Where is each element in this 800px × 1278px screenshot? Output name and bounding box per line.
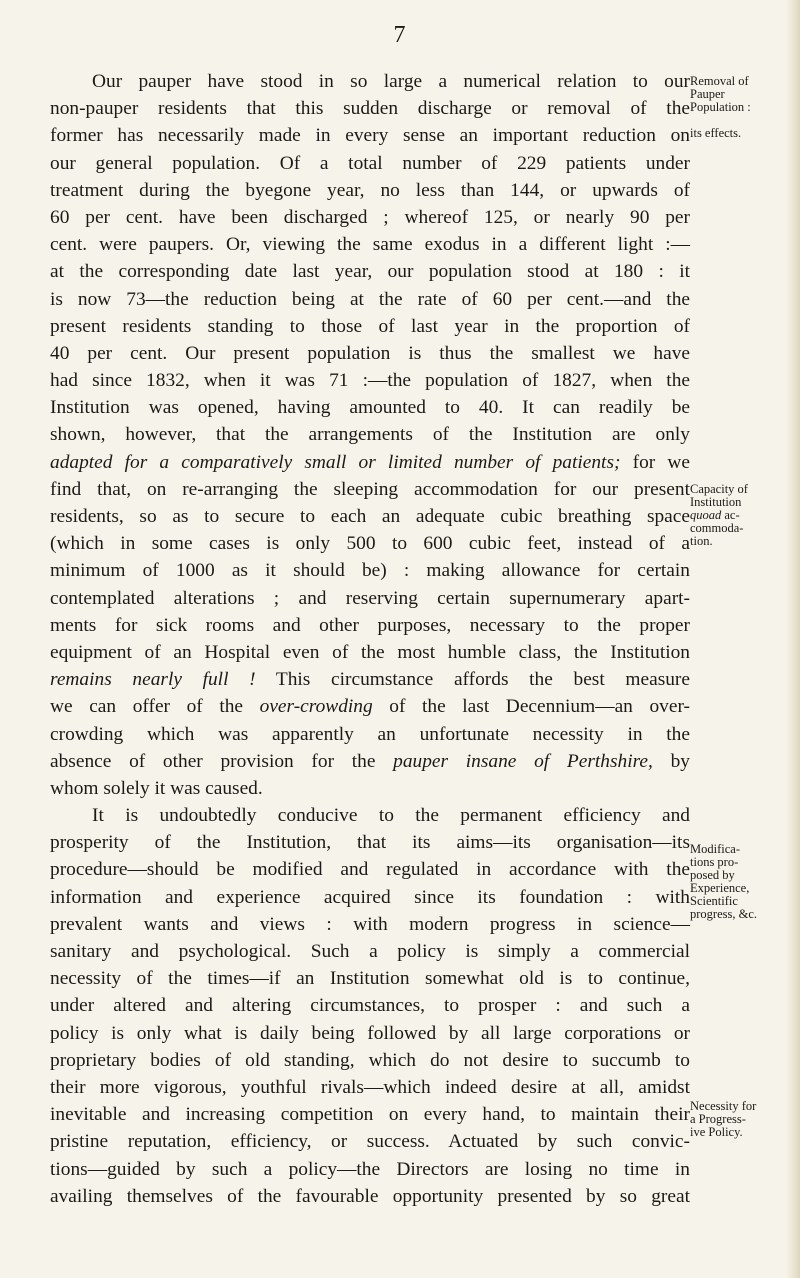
text-line	[50, 911, 690, 938]
text-segment: for we	[620, 451, 690, 473]
text-segment: prevalent wants and views : with modern progress in science—	[50, 913, 690, 935]
text-line	[50, 1156, 690, 1183]
margin-note-line: tion.	[690, 534, 713, 548]
margin-note-line: tions pro-	[690, 855, 739, 869]
text-line	[50, 394, 690, 421]
text-segment: policy is only what is daily being followed by all large corporations or	[50, 1022, 690, 1044]
text-segment: we can offer of the	[50, 696, 260, 718]
margin-note-line: Necessity for	[690, 1099, 757, 1113]
text-line	[50, 666, 690, 693]
text-line	[50, 177, 690, 204]
margin-note-line: Experience,	[690, 881, 750, 895]
margin-note-modifications-proposed	[690, 843, 800, 921]
text-line	[50, 775, 690, 802]
margin-note-line: Pauper	[690, 87, 725, 101]
text-line	[50, 204, 690, 231]
text-line	[50, 829, 690, 856]
text-line	[50, 258, 690, 285]
text-segment: information and experience acquired since its foundation : with	[50, 886, 690, 908]
text-segment: pristine reputation, efficiency, or success. Actuated by such convic-	[50, 1131, 690, 1153]
margin-note-line: Capacity of	[690, 482, 748, 496]
text-line	[50, 884, 690, 911]
margin-note-line: a Progress-	[690, 1112, 746, 1126]
text-segment: their more vigorous, youthful rivals—which indeed desire at all, amidst	[50, 1076, 690, 1098]
page-edge-shadow	[786, 0, 800, 1278]
margin-note-line: progress, &c.	[690, 907, 757, 921]
text-segment: Our pauper have stood in so large a numerical relation to our	[92, 71, 690, 92]
margin-note-necessity-for-progressive-policy	[690, 1100, 800, 1139]
text-line	[50, 965, 690, 992]
margin-note-line: Population :	[690, 100, 751, 114]
text-line	[50, 721, 690, 748]
text-segment: procedure—should be modified and regulated in accordance with the	[50, 859, 690, 881]
text-line	[50, 992, 690, 1019]
text-segment: inevitable and increasing competition on every hand, to maintain their	[50, 1104, 690, 1126]
text-segment: necessity of the times—if an Institution somewhat old is to continue,	[50, 968, 690, 990]
text-segment: availing themselves of the favourable opportunity presented by so great	[50, 1185, 690, 1207]
text-segment: by	[652, 750, 690, 772]
margin-note-line: its effects.	[690, 126, 742, 140]
text-segment: tions—guided by such a policy—the Directors are losing no time in	[50, 1158, 690, 1180]
text-segment: our general population. Of a total number of 229 patients under	[50, 152, 690, 174]
text-line	[50, 122, 690, 149]
text-line	[50, 367, 690, 394]
text-segment: present residents standing to those of last year in the proportion of	[50, 315, 690, 337]
text-segment: Institution was opened, having amounted to 40. It can readily be	[50, 397, 690, 419]
margin-note-line: quoad ac-	[690, 508, 740, 522]
text-segment: crowding which was apparently an unfortunate necessity in the	[50, 723, 690, 745]
text-line	[50, 286, 690, 313]
text-line	[50, 449, 690, 476]
margin-note-line: Removal of	[690, 74, 749, 88]
text-segment: whom solely it was caused.	[50, 777, 263, 799]
text-segment: of the last Decennium—an over-	[372, 696, 690, 718]
text-line	[50, 612, 690, 639]
text-line	[50, 476, 690, 503]
text-segment: had since 1832, when it was 71 :—the population of 1827, when the	[50, 370, 690, 392]
margin-note-capacity-of-institution	[690, 483, 800, 548]
italic-text-segment: adapted for a comparatively small or limited number of patients;	[50, 451, 621, 473]
margin-note-line: ive Policy.	[690, 1125, 743, 1139]
text-segment: equipment of an Hospital even of the most humble class, the Institution	[50, 641, 690, 663]
text-line	[50, 1020, 690, 1047]
text-segment: former has necessarily made in every sense an important reduction on	[50, 125, 690, 147]
text-line	[50, 231, 690, 258]
text-segment: treatment during the byegone year, no less than 144, or upwards of	[50, 179, 690, 201]
margin-note-line: Modifica-	[690, 842, 740, 856]
text-line	[50, 1128, 690, 1155]
text-segment: shown, however, that the arrangements of the Institution are only	[50, 424, 690, 446]
text-segment: at the corresponding date last year, our population stood at 180 : it	[50, 261, 690, 283]
text-line	[50, 421, 690, 448]
text-segment: It is undoubtedly conducive to the permanent efficiency and	[92, 805, 690, 827]
text-line	[50, 1101, 690, 1128]
text-segment: is now 73—the reduction being at the rate of 60 per cent.—and the	[50, 288, 690, 310]
text-segment: non-pauper residents that this sudden discharge or removal of the	[50, 98, 690, 120]
text-segment: proprietary bodies of old standing, which do not desire to succumb to	[50, 1049, 690, 1071]
body-text	[50, 68, 690, 1210]
margin-note-line: commoda-	[690, 521, 744, 535]
text-segment: This circumstance affords the best measure	[255, 669, 690, 691]
text-segment: contemplated alterations ; and reserving certain supernumerary apart-	[50, 587, 690, 609]
text-line	[50, 585, 690, 612]
text-line	[50, 150, 690, 177]
margin-note-removal-of-pauper-population	[690, 75, 800, 140]
text-segment: under altered and altering circumstances, to prosper : and such a	[50, 995, 690, 1017]
text-line	[50, 802, 690, 829]
text-segment: sanitary and psychological. Such a policy is simply a commercial	[50, 941, 690, 962]
text-segment: absence of other provision for the	[50, 750, 394, 772]
text-line	[50, 693, 690, 720]
page-number: 7	[393, 22, 407, 48]
text-line	[50, 95, 690, 122]
text-segment: (which in some cases is only 500 to 600 cubic feet, instead of a	[50, 533, 690, 555]
margin-note-line: posed by	[690, 868, 735, 882]
text-segment: minimum of 1000 as it should be) : making allowance for certain	[50, 560, 690, 582]
text-line	[50, 68, 690, 95]
text-segment: cent. were paupers. Or, viewing the same exodus in a different light :—	[50, 234, 690, 256]
text-line	[50, 530, 690, 557]
text-line	[50, 938, 690, 965]
text-line	[50, 856, 690, 883]
text-segment: prosperity of the Institution, that its aims—its organisation—its	[50, 832, 690, 854]
margin-note-line: Scientific	[690, 894, 738, 908]
text-line	[50, 340, 690, 367]
text-segment: 40 per cent. Our present population is thus the smallest we have	[50, 342, 690, 364]
italic-text-segment: over-crowding	[259, 696, 373, 718]
text-segment: ments for sick rooms and other purposes, necessary to the proper	[50, 614, 690, 636]
text-line	[50, 1047, 690, 1074]
text-line	[50, 503, 690, 530]
text-line	[50, 557, 690, 584]
text-line	[50, 639, 690, 666]
text-line	[50, 748, 690, 775]
text-line	[50, 1183, 690, 1210]
text-segment: 60 per cent. have been discharged ; whereof 125, or nearly 90 per	[50, 206, 690, 228]
text-line	[50, 313, 690, 340]
margin-note-line: Institution	[690, 495, 742, 509]
italic-text-segment: remains nearly full !	[50, 669, 256, 691]
italic-text-segment: pauper insane of Perthshire,	[393, 750, 653, 772]
text-segment: residents, so as to secure to each an adequate cubic breathing space	[50, 506, 690, 527]
text-segment: find that, on re-arranging the sleeping accommodation for our present	[50, 478, 690, 500]
text-line	[50, 1074, 690, 1101]
